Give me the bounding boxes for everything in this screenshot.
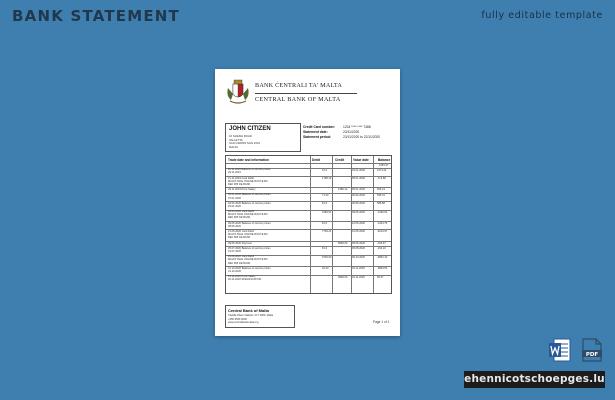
- row-debit: 8.13: [322, 247, 328, 251]
- row-info-line: 29.11.2019 Prize Salary: [228, 188, 256, 192]
- footer-bank-name: Central Bank of Malta: [228, 308, 269, 313]
- table-column-divider: [310, 156, 311, 293]
- row-debit: 1788.12: [322, 176, 332, 180]
- row-value-date: 05.01.2020: [352, 188, 365, 192]
- row-debit: 8.13: [322, 202, 328, 206]
- row-info-line: REF 965 DE BANK: [228, 261, 251, 265]
- row-info-line: MALTA TELE ONLINE ROUTE BC: [228, 179, 268, 183]
- row-info-line: 04.02.2020 Balance of service prices: [228, 201, 271, 205]
- row-info-line: 31.07.2020: [228, 250, 241, 253]
- page-subtitle: fully editable template: [481, 10, 603, 21]
- row-balance: -162.10: [377, 247, 386, 251]
- row-value-date: 16.05.2020: [352, 222, 365, 225]
- row-debit: 8.13: [322, 222, 328, 225]
- table-header: [226, 156, 391, 163]
- row-info-line: 07.01.2020: [228, 196, 241, 200]
- row-balance: 1074.24: [377, 168, 387, 172]
- customer-address-line: SAN GWANN SGN 1601: [229, 141, 260, 145]
- row-info-line: MALTA TELE ONLINE ROUTE BC: [228, 213, 268, 217]
- opening-balance: 1083.37: [379, 164, 389, 167]
- row-info-line: 15.11.2020 Prize Salary: [228, 275, 256, 279]
- row-debit: 9700.00: [322, 255, 332, 259]
- row-info-line: REF 965 DE BANK: [228, 182, 251, 186]
- header-value-date: Value date: [353, 157, 369, 162]
- customer-address-line: 10 SLIEMA ROAD: [229, 134, 252, 138]
- footer-phone: +356 2550 0000: [228, 317, 247, 321]
- table-column-divider: [373, 156, 374, 293]
- row-value-date: 30.05.2020: [352, 202, 365, 206]
- row-credit: 9990.00: [338, 275, 348, 279]
- header-info: Trade date and information: [228, 157, 269, 162]
- card-number-label: Credit Card number:: [303, 125, 336, 129]
- row-info-line: 20.11.2020 SPECIFICATION: [228, 278, 262, 282]
- customer-name: JOHN CITIZEN: [229, 126, 271, 132]
- row-info-line: 21.05.2020 Card Debit: [228, 230, 255, 234]
- row-info-line: 31.10.2020 Balance of service prices: [228, 266, 271, 270]
- row-debit: 71.23: [322, 193, 329, 197]
- row-value-date: 09.10.2020: [352, 255, 365, 259]
- row-value-date: 23.11.2020: [352, 275, 365, 279]
- row-info-line: 09.06.2020 Payment: [228, 241, 252, 245]
- footer-website: www.centralbankmalta.org: [228, 321, 259, 324]
- row-balance: -153.97: [377, 241, 386, 245]
- pdf-document-icon[interactable]: [581, 338, 603, 362]
- row-value-date: 01.11.2020: [352, 267, 365, 271]
- row-debit: 7739.21: [322, 230, 332, 234]
- card-number-value: 1234 **** **** 7488: [343, 125, 371, 129]
- header-credit: Credit: [335, 157, 345, 162]
- row-value-date: 06.08.2020: [352, 247, 365, 251]
- header-debit: Debit: [312, 157, 320, 162]
- page-title: BANK STATEMENT: [12, 7, 180, 25]
- table-row-divider: [226, 163, 391, 164]
- row-value-date: 05.01.2020: [352, 176, 365, 180]
- row-balance: -9143.97: [377, 230, 388, 234]
- row-info-line: 20.11.2020 Balance of service prices: [228, 168, 271, 172]
- statement-date-value: 23/11/2020: [343, 130, 360, 134]
- row-value-date: 31.05.2020: [352, 230, 365, 234]
- customer-address-line: MALTA: [229, 144, 238, 149]
- row-info-line: MALTA TELE ONLINE ROUTE BC: [228, 258, 268, 262]
- row-info-line: 05.05.2020 Card Debit: [228, 210, 255, 214]
- bank-name-english: CENTRAL BANK OF MALTA: [255, 96, 341, 103]
- bank-name-maltese: BANK ĊENTRALI TA' MALTA: [255, 82, 343, 89]
- word-document-icon[interactable]: [548, 338, 572, 362]
- row-credit: 1380.12: [338, 188, 348, 192]
- row-balance: 586.88: [377, 202, 385, 206]
- row-info-line: 08.05.2020: [228, 224, 241, 228]
- statement-period-value: 23/11/2020 to 22/11/2020: [343, 135, 381, 139]
- bank-name-divider: [255, 93, 357, 94]
- row-info-line: 05.01.2020 Balance of service prices: [228, 193, 271, 197]
- customer-address-line: VALLETTA: [229, 137, 243, 142]
- row-balance: -9862.10: [377, 255, 388, 259]
- row-info-line: 25.07.2020 Balance of service prices: [228, 246, 271, 250]
- row-info-line: 29.01.2020: [228, 204, 241, 208]
- row-info-line: 29.11.2019: [228, 171, 241, 175]
- row-credit: 8990.00: [338, 241, 348, 245]
- statement-date-label: Statement date:: [303, 130, 328, 134]
- coat-of-arms-icon: [226, 78, 250, 106]
- row-value-date: 01.01.2020: [352, 168, 365, 172]
- row-info-line: REF 965 DE BANK: [228, 216, 251, 220]
- page-number: Page 1 of 1: [373, 320, 390, 324]
- row-balance: 595.01: [377, 193, 385, 197]
- row-balance: -713.88: [377, 176, 386, 180]
- statement-document: [215, 69, 400, 336]
- bank-contact-box: [225, 305, 295, 328]
- customer-address-box: [225, 123, 301, 152]
- row-balance: -1396.63: [377, 210, 388, 214]
- svg-text:PDF: PDF: [585, 351, 599, 358]
- row-value-date: 09.05.2020: [352, 210, 365, 214]
- row-info-line: 29.09.2020 Card Debit: [228, 255, 255, 259]
- row-balance: -1404.76: [377, 222, 388, 225]
- row-info-line: 09.05.2020 Balance of service prices: [228, 221, 271, 225]
- row-info-line: 31.10.2020: [228, 269, 241, 273]
- header-balance: Balance: [378, 157, 391, 162]
- row-balance: 95.47: [377, 275, 384, 279]
- row-debit: 1983.51: [322, 210, 332, 214]
- row-balance: -9894.53: [377, 267, 388, 271]
- row-debit: 9.13: [322, 168, 328, 172]
- row-value-date: 06.06.2020: [352, 193, 365, 197]
- website-badge[interactable]: ehennicotschoepges.lu: [464, 371, 605, 388]
- footer-address: Castille Place Valletta, VLT 1060, Malta: [228, 314, 274, 317]
- row-info-line: 21.11.2019 Card Debit: [228, 176, 254, 180]
- transactions-table: [225, 155, 392, 294]
- row-debit: 32.43: [322, 267, 329, 271]
- row-balance: 666.24: [377, 188, 385, 192]
- statement-period-label: Statement period:: [303, 135, 332, 139]
- row-value-date: 09.06.2020: [352, 241, 365, 245]
- row-info-line: MALTA TELE ONLINE ROUTE BC: [228, 233, 268, 237]
- table-column-divider: [332, 156, 333, 293]
- row-info-line: REF 965 DE BANK: [228, 236, 251, 240]
